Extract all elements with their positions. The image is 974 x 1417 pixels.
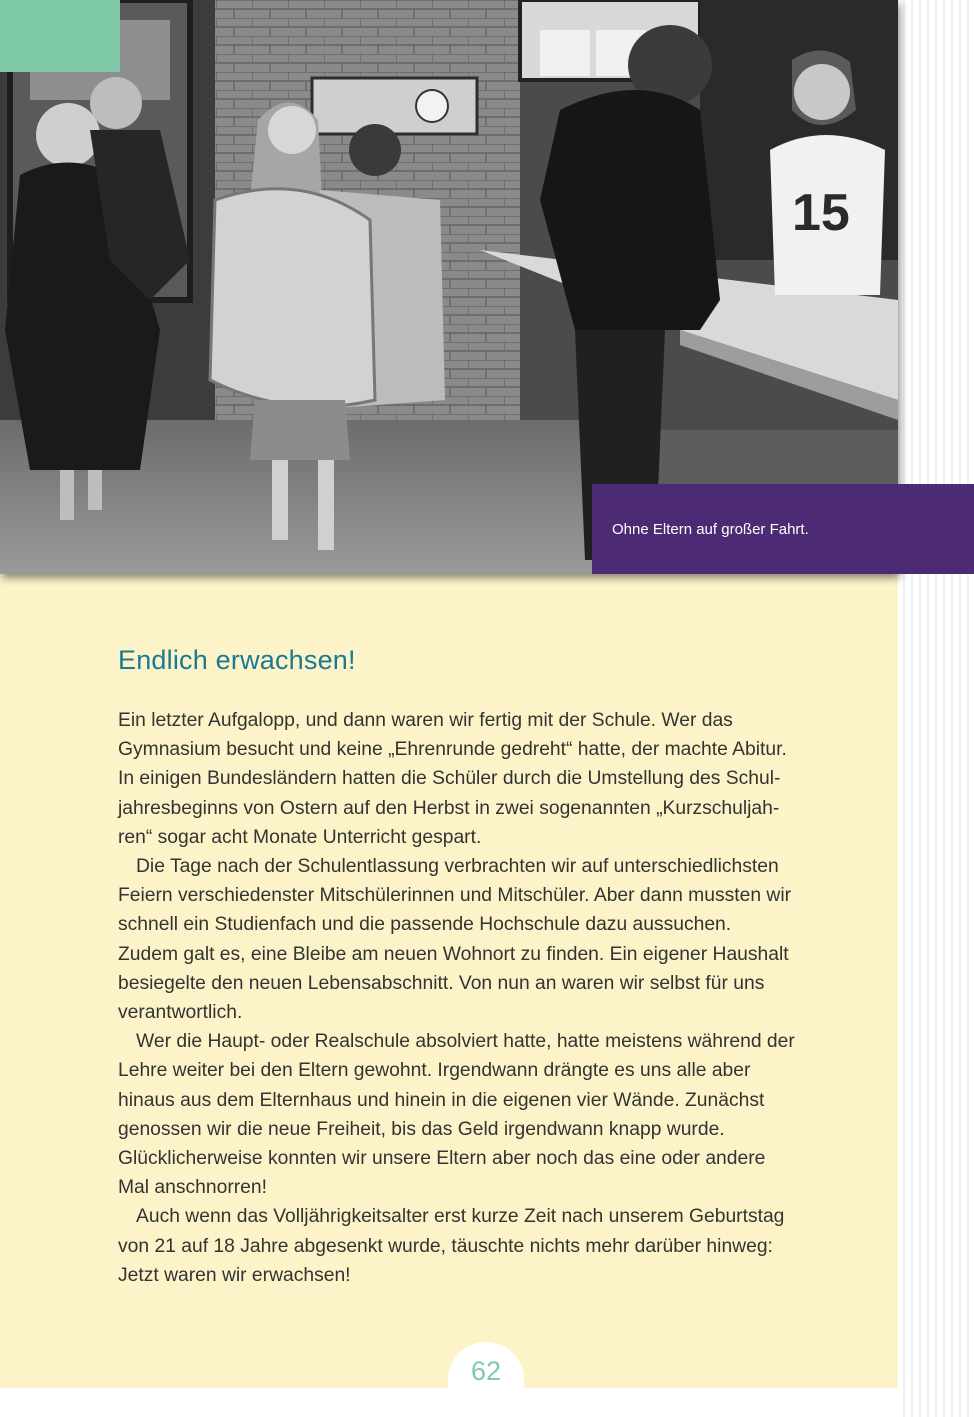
page-edge-stack	[897, 0, 974, 1417]
body-line: verantwortlich.	[118, 1002, 243, 1024]
body-line: Jetzt waren wir erwachsen!	[118, 1264, 351, 1286]
body-line: Ein letzter Aufgalopp, und dann waren wir fertig mit der Schule. Wer das	[118, 710, 733, 731]
accent-tab	[0, 0, 120, 72]
body-line: In einigen Bundesländern hatten die Schüler durch die Umstellung des Schul-	[118, 768, 781, 790]
body-line: ren“ sogar acht Monate Unterricht gespart.	[118, 826, 482, 848]
body-line: Zudem galt es, eine Bleibe am neuen Wohnort zu finden. Ein eigener Haushalt	[118, 943, 789, 965]
body-line: Die Tage nach der Schulentlassung verbrachten wir auf unterschiedlichsten	[136, 856, 779, 878]
body-line: Feiern verschiedenster Mitschülerinnen und Mitschüler. Aber dann mussten wir	[118, 885, 792, 907]
body-line: Mal anschnorren!	[118, 1177, 267, 1199]
caption-box	[592, 484, 974, 574]
body-line: genossen wir die neue Freiheit, bis das Geld irgendwann knapp wurde.	[118, 1118, 725, 1140]
body-line: jahresbeginns von Ostern auf den Herbst in zwei sogenannten „Kurzschuljah-	[118, 797, 780, 819]
photo-caption: Ohne Eltern auf großer Fahrt.	[612, 520, 809, 538]
body-line: Glücklicherweise konnten wir unsere Eltern aber noch das eine oder andere	[118, 1148, 766, 1170]
body-line: Wer die Haupt- oder Realschule absolviert hatte, hatte meistens während der	[136, 1031, 795, 1053]
body-line: von 21 auf 18 Jahre abgesenkt wurde, täuschte nichts mehr darüber hinweg:	[118, 1235, 773, 1257]
page-number: 62	[470, 1356, 502, 1386]
body-line: schnell ein Studienfach und die passende Hochschule dazu aussuchen.	[118, 914, 732, 936]
article-body	[118, 706, 863, 1290]
jersey-number: 15	[792, 184, 850, 242]
body-line: Lehre weiter bei den Eltern gewohnt. Irgendwann drängte es uns alle aber	[118, 1060, 751, 1082]
body-line: besiegelte den neuen Lebensabschnitt. Von nun an waren wir selbst für uns	[118, 972, 765, 994]
body-line: Auch wenn das Volljährigkeitsalter erst kurze Zeit nach unserem Geburtstag	[136, 1206, 785, 1228]
body-line: Gymnasium besucht und keine „Ehrenrunde gedreht“ hatte, der machte Abitur.	[118, 739, 787, 761]
article-heading: Endlich erwachsen!	[118, 645, 356, 675]
body-line: hinaus aus dem Elternhaus und hinein in die eigenen vier Wände. Zunächst	[118, 1089, 765, 1111]
